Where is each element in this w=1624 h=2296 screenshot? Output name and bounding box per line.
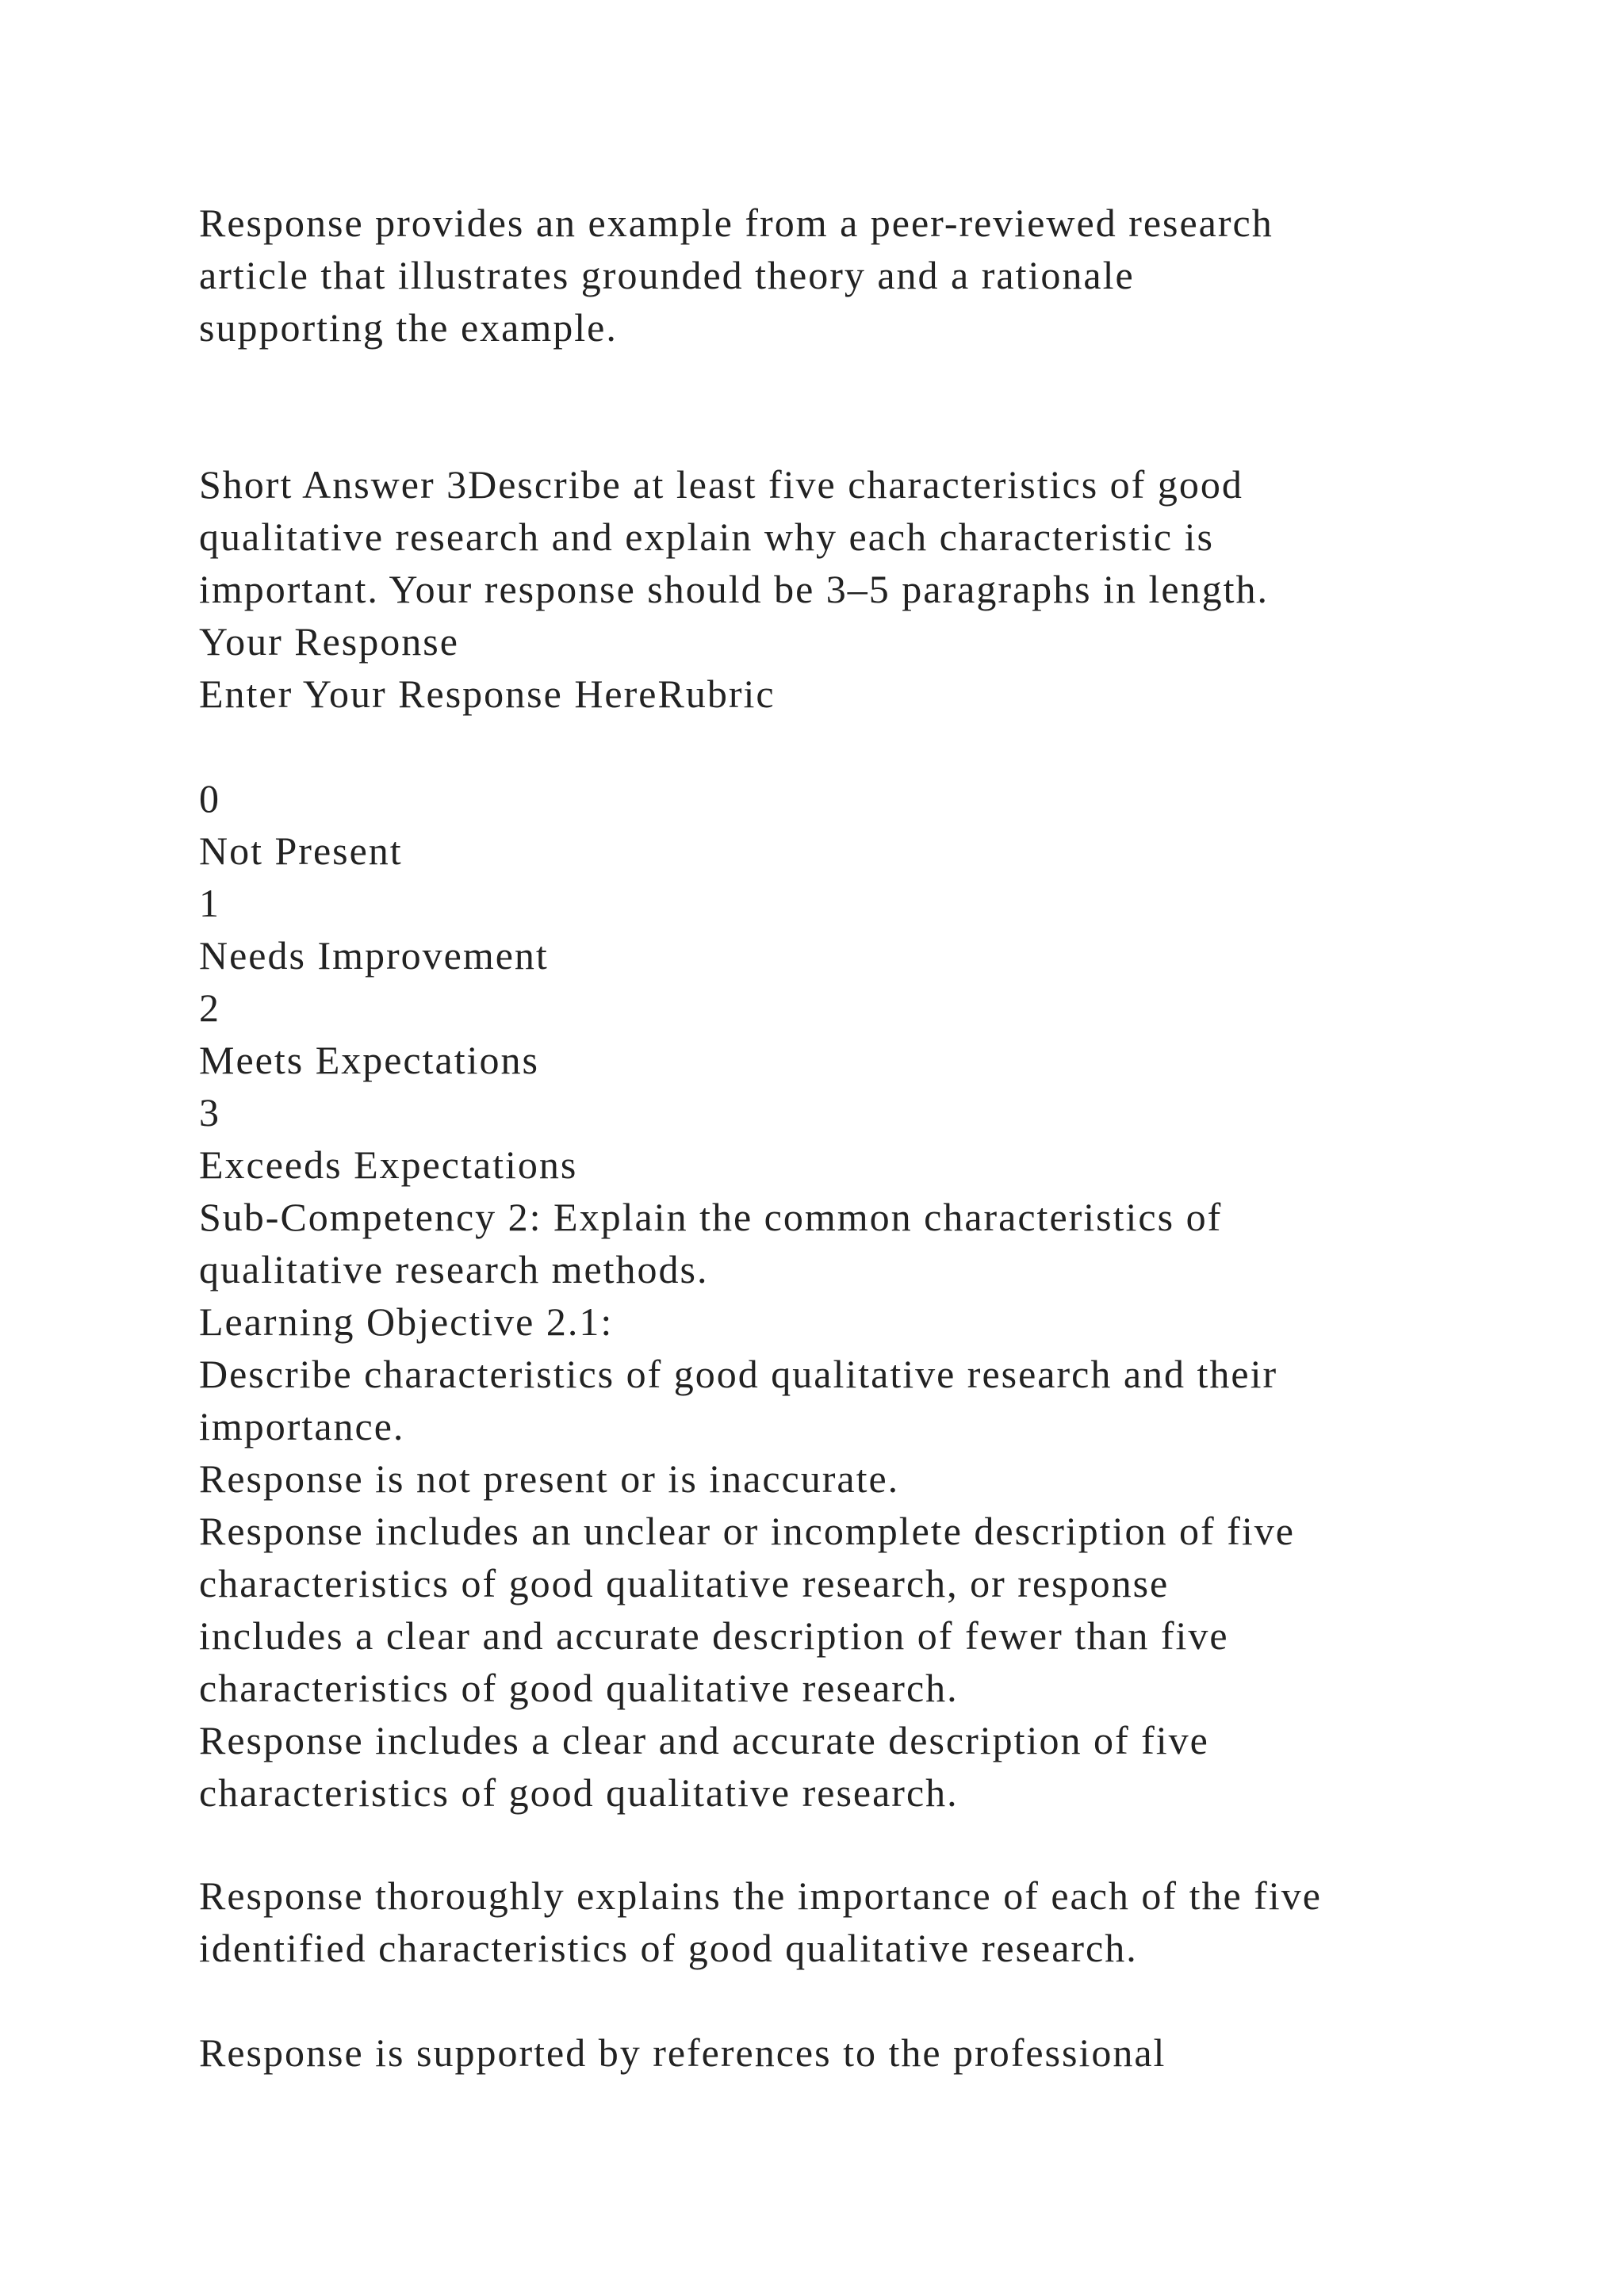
text-line: importance. [199, 1404, 405, 1448]
response-label: Your Response [199, 619, 459, 664]
text-line: supporting the example. [199, 305, 618, 350]
rubric-score: 0 [199, 776, 220, 821]
response-placeholder: Enter Your Response HereRubric [199, 672, 776, 716]
text-line: Response provides an example from a peer-reviewed research [199, 201, 1274, 245]
final-paragraph [199, 2026, 1563, 2079]
text-line: Response includes an unclear or incomplete description of five [199, 1509, 1295, 1553]
rubric-level-label: Needs Improvement [199, 933, 549, 978]
text-line: Response thoroughly explains the importance of each of the five [199, 1873, 1322, 1918]
text-line: characteristics of good qualitative research. [199, 1770, 959, 1815]
rubric-level-label: Exceeds Expectations [199, 1142, 578, 1187]
rubric-score: 2 [199, 985, 220, 1030]
exceeds-expectations-paragraph [199, 1869, 1563, 1974]
rubric-levels [199, 772, 1563, 1191]
text-line: Sub-Competency 2: Explain the common characteristics of [199, 1195, 1223, 1239]
intro-paragraph [199, 197, 1563, 354]
rubric-score: 1 [199, 881, 220, 925]
text-line: includes a clear and accurate description of fewer than five [199, 1613, 1229, 1658]
text-line: Response includes a clear and accurate description of five [199, 1718, 1209, 1762]
text-line: characteristics of good qualitative research. [199, 1666, 959, 1710]
text-line: identified characteristics of good qualitative research. [199, 1926, 1138, 1970]
rubric-criteria [199, 1191, 1563, 1819]
text-line: Response is not present or is inaccurate. [199, 1456, 900, 1501]
text-line: article that illustrates grounded theory and a rationale [199, 253, 1135, 297]
text-line: important. Your response should be 3–5 paragraphs in length. [199, 567, 1270, 611]
text-line: characteristics of good qualitative research, or response [199, 1561, 1170, 1605]
short-answer-question [199, 458, 1563, 720]
text-line: Response is supported by references to the professional [199, 2030, 1166, 2075]
rubric-score: 3 [199, 1090, 220, 1135]
text-line: Learning Objective 2.1: [199, 1299, 614, 1344]
rubric-level-label: Not Present [199, 828, 403, 873]
rubric-level-label: Meets Expectations [199, 1038, 539, 1082]
text-line: qualitative research and explain why each characteristic is [199, 515, 1214, 559]
text-line: Short Answer 3Describe at least five characteristics of good [199, 462, 1243, 507]
text-line: qualitative research methods. [199, 1247, 709, 1292]
text-line: Describe characteristics of good qualitative research and their [199, 1352, 1278, 1396]
